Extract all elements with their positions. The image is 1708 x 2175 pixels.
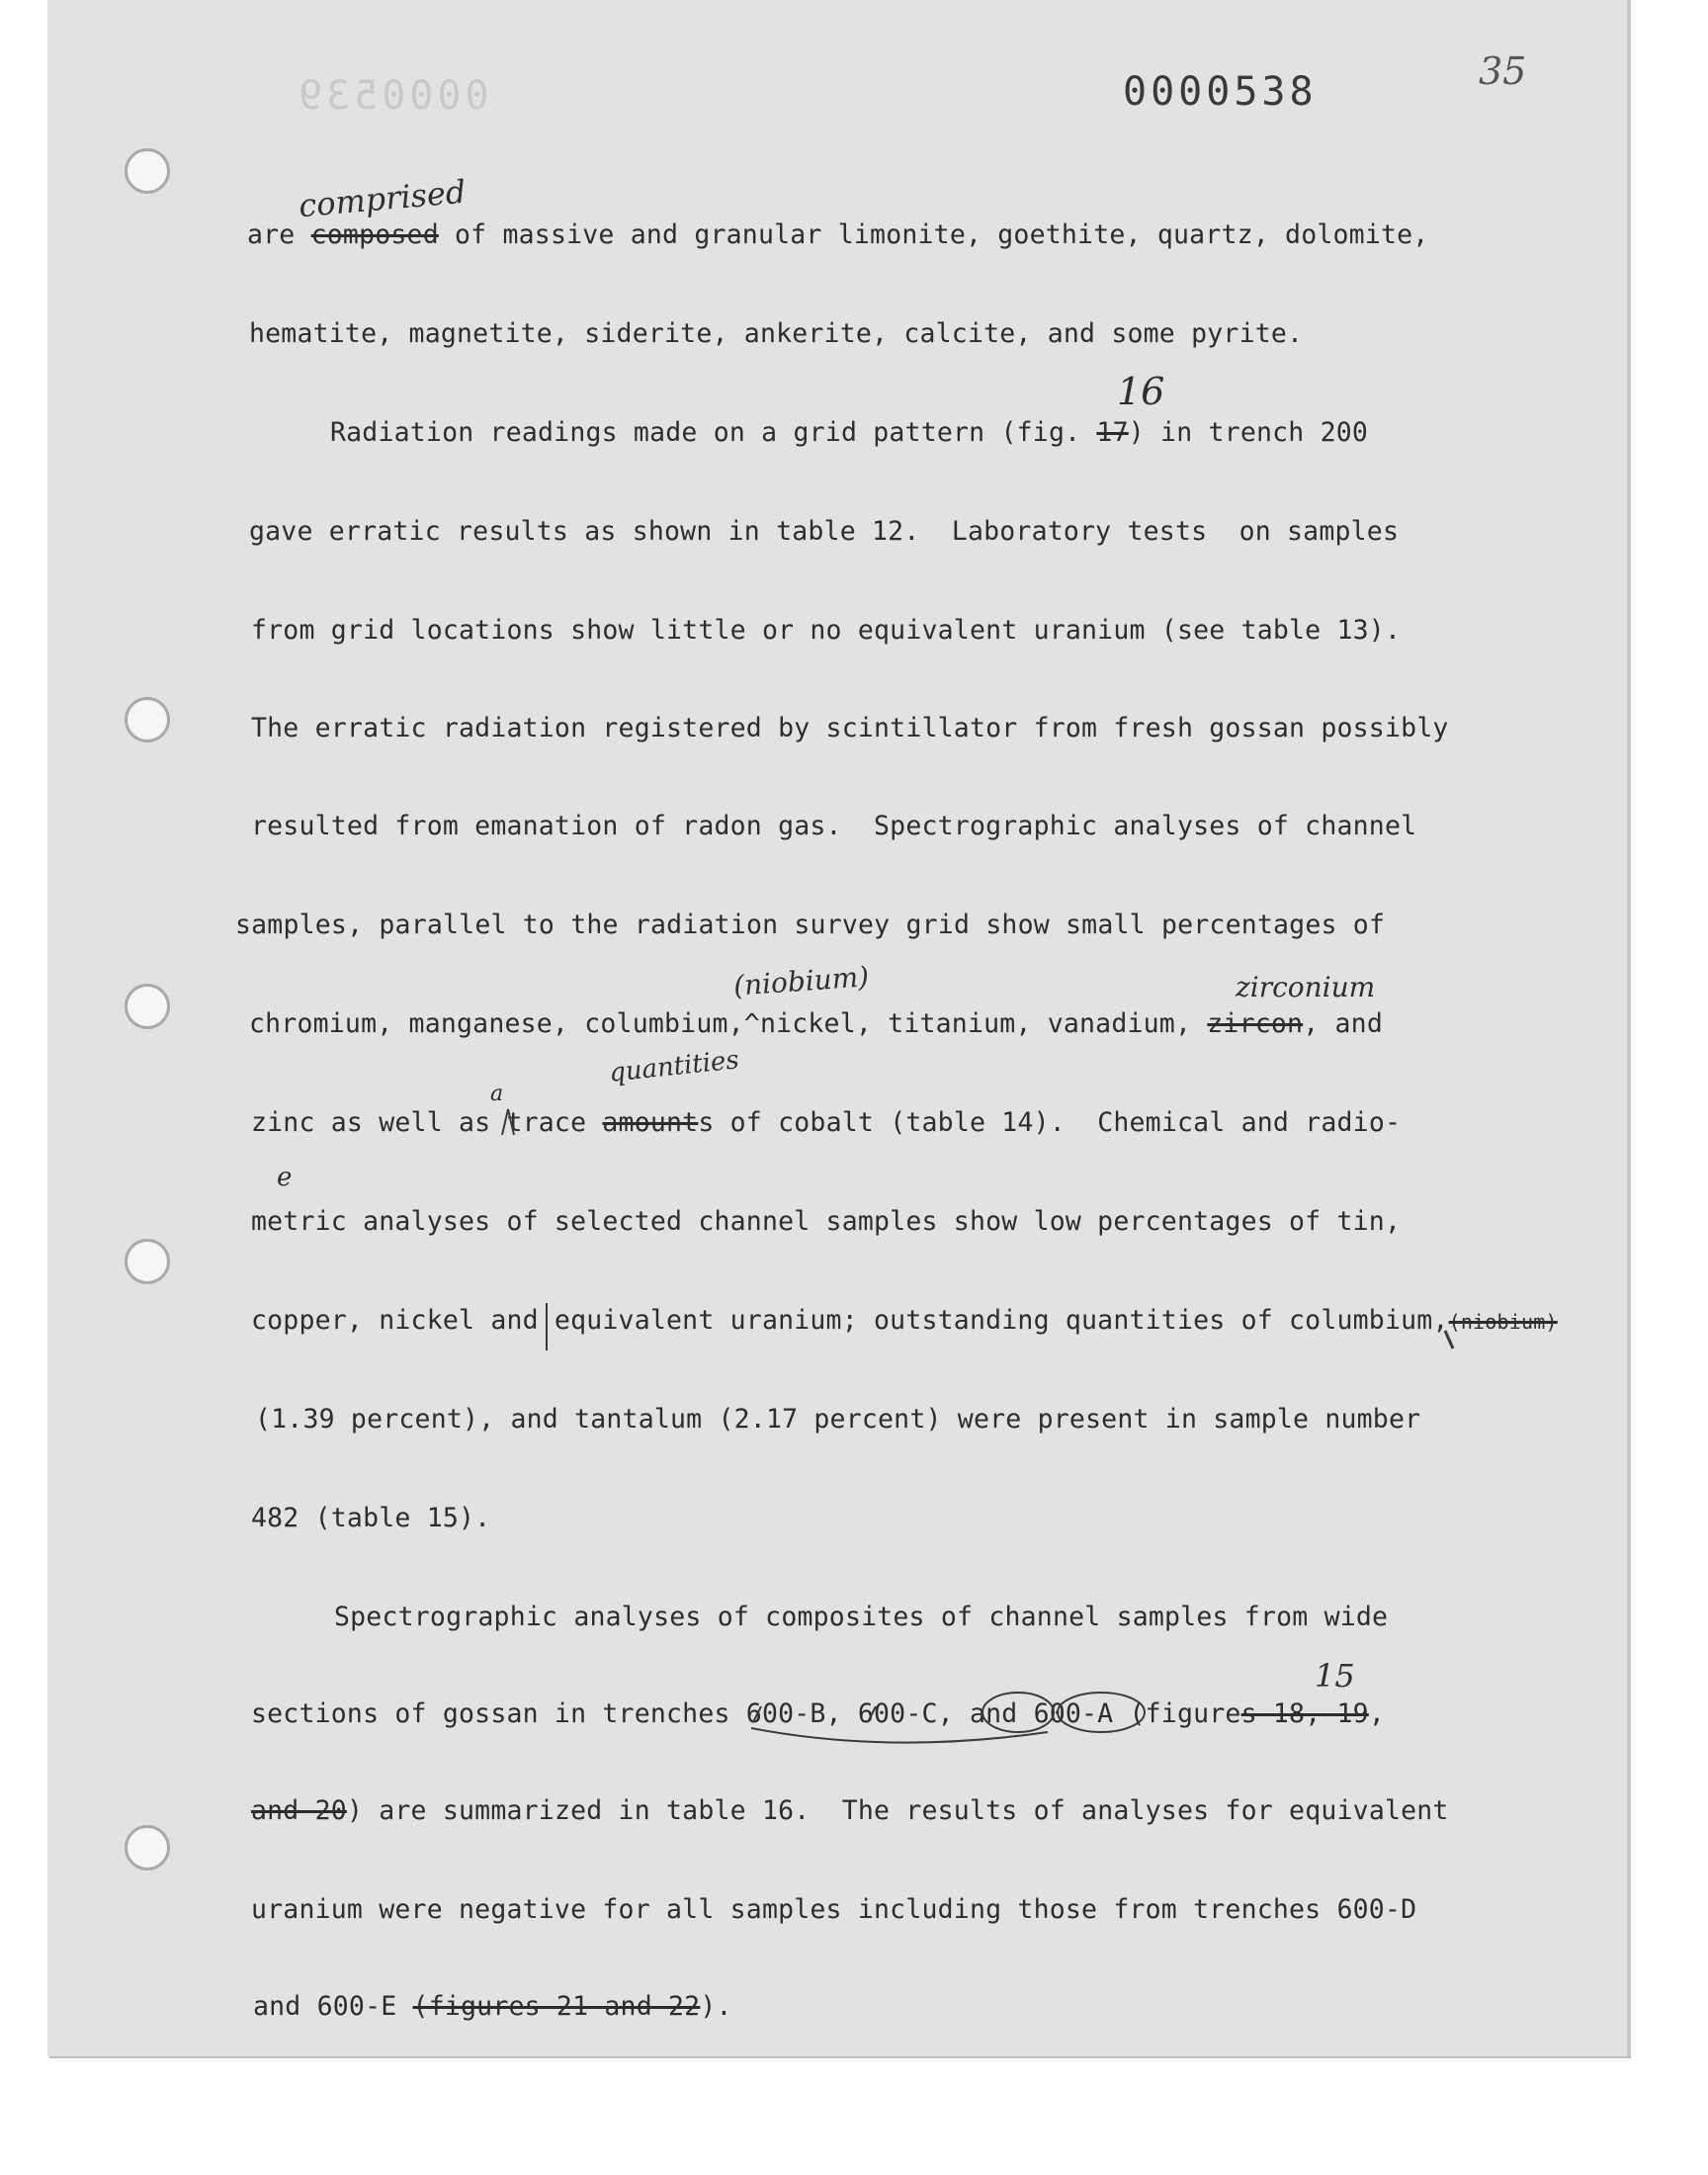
text-line-14: 482 (table 15).	[251, 1503, 491, 1533]
handwritten-niobium: (niobium)	[732, 960, 871, 1002]
handwritten-e: e	[277, 1163, 293, 1192]
text-line-3: Radiation readings made on a grid pattern (fig. 17) in trench 200	[330, 417, 1369, 448]
punch-hole	[125, 1825, 170, 1870]
page-number: 35	[1479, 49, 1527, 93]
text-line-7: resulted from emanation of radon gas. Spectrographic analyses of channel	[251, 811, 1417, 841]
text-line-18: uranium were negative for all samples including those from trenches 600-D	[251, 1894, 1417, 1925]
text-line-5: from grid locations show little or no equivalent uranium (see table 13).	[251, 615, 1402, 646]
text-line-15: Spectrographic analyses of composites of channel samples from wide	[334, 1602, 1389, 1632]
text-line-12: copper, nickel and equivalent uranium; outstanding quantities of columbium,(niobium)	[251, 1305, 1558, 1336]
document-number: 0000538	[1123, 69, 1318, 115]
text-line-2: hematite, magnetite, siderite, ankerite, calcite, and some pyrite.	[249, 318, 1304, 349]
handwritten-16: 16	[1117, 370, 1165, 413]
handwritten-quantities: quantities	[607, 1045, 741, 1088]
text-line-8: samples, parallel to the radiation survey grid show small percentages of	[235, 910, 1386, 940]
punch-hole	[125, 148, 170, 194]
punch-hole	[125, 984, 170, 1029]
handwritten-comprised: comprised	[297, 172, 468, 225]
text-line-19: and 600-E (figures 21 and 22).	[253, 1991, 732, 2022]
punch-hole	[125, 1239, 170, 1284]
text-line-1: are composed of massive and granular limonite, goethite, quartz, dolomite,	[247, 219, 1429, 250]
scan-margin	[0, 2080, 1708, 2175]
page-edge	[1627, 0, 1631, 2056]
handwritten-15: 15	[1315, 1657, 1355, 1695]
handwritten-a: a	[490, 1082, 504, 1106]
handwritten-zirconium: zirconium	[1236, 971, 1376, 1003]
text-line-6: The erratic radiation registered by scintillator from fresh gossan possibly	[251, 713, 1449, 743]
text-line-17: and 20) are summarized in table 16. The results of analyses for equivalent	[251, 1795, 1449, 1826]
text-line-13: (1.39 percent), and tantalum (2.17 percent) were present in sample number	[255, 1404, 1421, 1435]
text-line-10: zinc as well as trace amounts of cobalt (table 14). Chemical and radio-	[251, 1107, 1402, 1138]
text-line-9: chromium, manganese, columbium,^nickel, titanium, vanadium, zircon, and	[249, 1008, 1383, 1039]
punch-hole	[125, 697, 170, 742]
bleed-through-number: 0000539	[295, 73, 489, 119]
text-line-11: metric analyses of selected channel samples show low percentages of tin,	[251, 1206, 1402, 1237]
text-line-16: sections of gossan in trenches 600-B, 600-C, and 600-A (figures 18, 19,	[251, 1698, 1385, 1729]
text-line-4: gave erratic results as shown in table 12. Laboratory tests on samples	[249, 516, 1400, 547]
